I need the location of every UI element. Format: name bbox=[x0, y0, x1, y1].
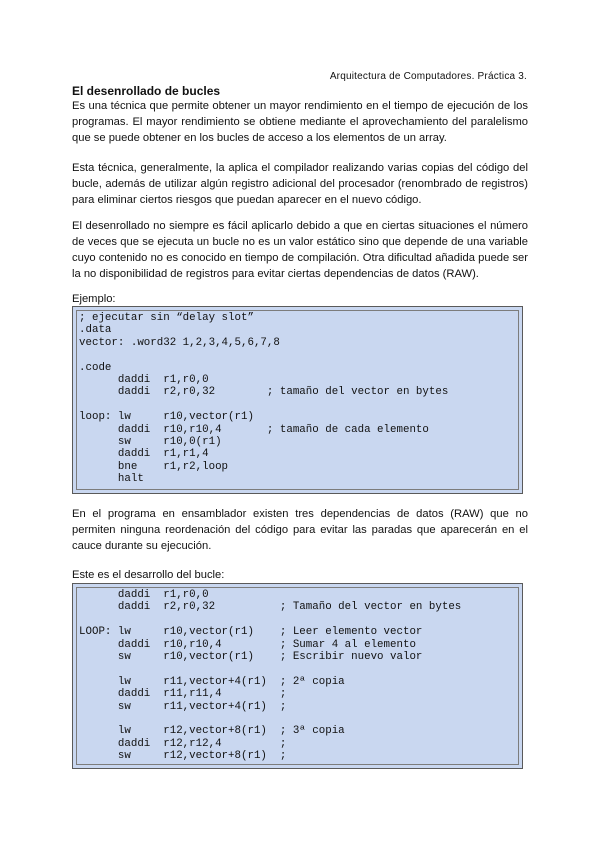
code-line: bne r1,r2,loop bbox=[79, 460, 229, 473]
code-line: daddi r2,r0,32 ; Tamaño del vector en bytes bbox=[79, 601, 462, 614]
code-line: daddi r1,r0,0 bbox=[79, 589, 209, 601]
code-line: halt bbox=[79, 473, 144, 486]
code-line: daddi r11,r11,4 ; bbox=[79, 688, 287, 701]
code-line bbox=[79, 614, 516, 626]
code-line: lw r12,vector+8(r1) ; 3ª copia bbox=[79, 725, 345, 738]
code-line bbox=[79, 349, 516, 361]
code-line: daddi r10,r10,4 ; Sumar 4 al elemento bbox=[79, 638, 416, 651]
code-line: .data bbox=[79, 324, 112, 337]
code-block-example bbox=[72, 306, 523, 494]
code-line: sw r12,vector+8(r1) ; bbox=[79, 750, 287, 763]
code-line bbox=[79, 399, 516, 411]
code-line: daddi r2,r0,32 ; tamaño del vector en bytes bbox=[79, 386, 449, 399]
code-block-unrolled bbox=[72, 583, 523, 769]
paragraph-compiler: Esta técnica, generalmente, la aplica el compilador realizando varias copias del código del bucle, además de utilizar algún registro adicional del procesador (renombrado de registros) para eliminar ciertos riesgos que puedan aparecer en el nuevo código. bbox=[72, 162, 528, 206]
example-label: Ejemplo: bbox=[72, 293, 116, 305]
code-line: loop: lw r10,vector(r1) bbox=[79, 411, 254, 424]
code-line: daddi r12,r12,4 ; bbox=[79, 737, 287, 750]
code-line: vector: .word32 1,2,3,4,5,6,7,8 bbox=[79, 336, 280, 349]
code-line: daddi r1,r1,4 bbox=[79, 448, 209, 461]
code-line bbox=[79, 663, 516, 675]
code-line: .code bbox=[79, 361, 112, 374]
code-line: daddi r1,r0,0 bbox=[79, 373, 209, 386]
code-line: sw r10,0(r1) bbox=[79, 435, 222, 448]
code-line: LOOP: lw r10,vector(r1) ; Leer elemento vector bbox=[79, 626, 423, 639]
paragraph-intro: Es una técnica que permite obtener un mayor rendimiento en el tiempo de ejecución de los programas. El mayor rendimiento se obtiene mediante el aprovechamiento del paralelismo que se puede obtener en los bucles de acceso a los elementos de un array. bbox=[72, 100, 528, 144]
section-title: El desenrollado de bucles bbox=[72, 84, 221, 98]
code-line: sw r10,vector(r1) ; Escribir nuevo valor bbox=[79, 650, 423, 663]
code-line: daddi r10,r10,4 ; tamaño de cada elemento bbox=[79, 423, 429, 436]
code-line: sw r11,vector+4(r1) ; bbox=[79, 700, 287, 713]
code-line bbox=[79, 713, 516, 725]
page-header: Arquitectura de Computadores. Práctica 3. bbox=[329, 71, 527, 82]
code-line: lw r11,vector+4(r1) ; 2ª copia bbox=[79, 675, 345, 688]
unrolled-label: Este es el desarrollo del bucle: bbox=[72, 569, 225, 581]
paragraph-difficulty: El desenrollado no siempre es fácil aplicarlo debido a que en ciertas situaciones el número de veces que se ejecuta un bucle no es un valor estático sino que depende de una variable cuyo contenido no es conocido en tiempo de compilación. Otra dificultad añadida puede ser la no disponibilidad de registros para evitar ciertas dependencias de datos (RAW). bbox=[72, 220, 528, 280]
paragraph-dependencies: En el programa en ensamblador existen tres dependencias de datos (RAW) que no permiten ninguna reordenación del código para evitar las paradas que aparecerán en el cauce durante su ejecución. bbox=[72, 508, 528, 552]
code-line: ; ejecutar sin “delay slot” bbox=[79, 312, 254, 324]
